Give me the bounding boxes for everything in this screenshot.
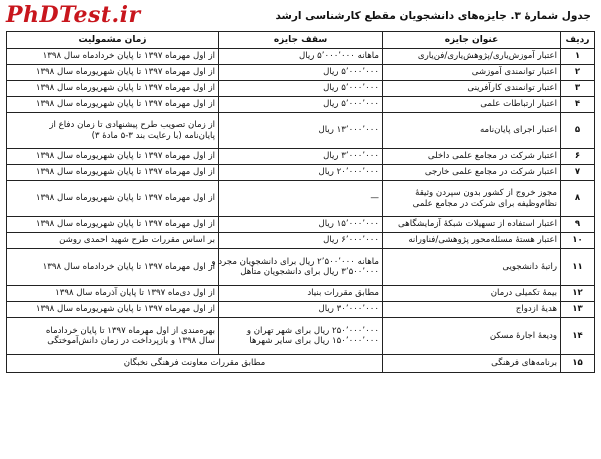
eligibility-period [7,318,219,355]
award-title [383,165,561,181]
eligibility-period-line: از اول مهرماه ۱۳۹۷ تا پایان شهریورماه سال ۱۳۹۸ [35,304,215,315]
award-title [383,65,561,81]
award-cap-line: مطابق مقررات بنیاد [307,288,379,299]
award-title [383,249,561,286]
award-title [383,81,561,97]
award-cap-line: ۳٬۵۰۰٬۰۰۰ ریال برای دانشجویان متأهل [240,267,379,277]
award-cap-line: ماهانه ۲٬۵۰۰٬۰۰۰ ریال برای دانشجویان مجرد و [211,256,379,267]
eligibility-period-line: بر اساس مقررات طرح شهید احمدی روشن [59,235,215,246]
award-cap-line: ۳۰٬۰۰۰٬۰۰۰ ریال [318,304,379,315]
table-row [7,249,595,286]
row-number: ۱۳ [561,302,595,318]
award-title-line: اعتبار توانمندی آموزشی [471,67,557,78]
column-header-award-title: عنوان جایزه [383,32,561,49]
merged-cap-period: مطابق مقررات معاونت فرهنگی نخبگان [7,355,383,373]
row-number: ۱۵ [561,355,595,373]
award-title-line: اعتبار اجرای پایان‌نامه [479,125,557,136]
award-title-line: نظام‌وظیفه برای شرکت در مجامع علمی [412,198,557,209]
eligibility-period-line: از اول دی‌ماه ۱۳۹۷ تا پایان آذرماه سال ۱۳۹۸ [55,288,215,299]
row-number: ۱۲ [561,286,595,302]
award-title [383,355,561,373]
row-number: ۴ [561,97,595,113]
table-caption: جدول شمارهٔ ۳. جایزه‌های دانشجویان مقطع کارشناسی ارشد [275,10,591,22]
award-title-line: اعتبار شرکت در مجامع علمی خارجی [424,167,557,178]
award-cap-line: ۶٬۰۰۰٬۰۰۰ ریال [323,235,379,246]
eligibility-period [7,81,219,97]
award-title [383,113,561,149]
award-title [383,97,561,113]
table-row [7,217,595,233]
row-number: ۸ [561,181,595,217]
row-number: ۵ [561,113,595,149]
eligibility-period-line: از اول مهرماه ۱۳۹۷ تا پایان شهریورماه سال ۱۳۹۸ [35,219,215,230]
eligibility-period [7,302,219,318]
eligibility-period [7,165,219,181]
row-number: ۱۴ [561,318,595,355]
eligibility-period [7,249,219,286]
award-title-line: اعتبار شرکت در مجامع علمی داخلی [427,151,557,162]
site-logo: PhDTest.ir [6,2,141,28]
award-cap [219,149,383,165]
award-cap [219,318,383,355]
award-cap [211,249,383,286]
award-cap [219,165,383,181]
eligibility-period [7,149,219,165]
table-row [7,97,595,113]
award-cap [219,81,383,97]
eligibility-period-line: از زمان تصویب طرح پیشنهادی تا زمان دفاع از [49,120,215,131]
eligibility-period [7,113,219,149]
award-cap-line: ۱۵۰٬۰۰۰٬۰۰۰ ریال برای سایر شهرها [249,336,379,346]
eligibility-period-line: از اول مهرماه ۱۳۹۷ تا پایان خردادماه سال ۱۳۹۸ [42,51,215,62]
award-title [383,286,561,302]
eligibility-period-line: از اول مهرماه ۱۳۹۷ تا پایان شهریورماه سال ۱۳۹۸ [35,193,215,204]
award-cap-line: ۲۰٬۰۰۰٬۰۰۰ ریال [318,167,379,178]
eligibility-period-line: از اول مهرماه ۱۳۹۷ تا پایان شهریورماه سال ۱۳۹۸ [35,167,215,178]
eligibility-period [7,181,219,217]
table-row [7,233,595,249]
award-cap [219,302,383,318]
row-number: ۷ [561,165,595,181]
award-cap-line: ۵٬۰۰۰٬۰۰۰ ریال [323,99,379,110]
award-title-line: اعتبار هستهٔ مسئله‌محور پژوهشی/فناورانه [408,235,557,246]
table-row [7,181,595,217]
award-cap [219,97,383,113]
award-title [383,302,561,318]
award-cap-line: ۱۳٬۰۰۰٬۰۰۰ ریال [318,125,379,136]
eligibility-period-line: بهره‌مندی از اول مهرماه ۱۳۹۷ تا پایان خردادماه [45,325,215,336]
row-number: ۱ [561,49,595,65]
award-cap-line: ۲۵۰٬۰۰۰٬۰۰۰ ریال برای شهر تهران و [246,325,379,336]
award-title-line: برنامه‌های فرهنگی [491,358,557,369]
award-cap-line: ۳٬۰۰۰٬۰۰۰ ریال [323,151,379,162]
award-cap [219,181,383,217]
table-row [7,302,595,318]
table-row [7,65,595,81]
award-cap [219,233,383,249]
award-title-line: اعتبار آموزش‌یاری/پژوهش‌یاری/فن‌یاری [417,51,557,62]
eligibility-period-line: از اول مهرماه ۱۳۹۷ تا پایان خردادماه سال ۱۳۹۸ [42,261,215,272]
award-title [383,217,561,233]
table-row [7,286,595,302]
award-cap-line: — [370,193,379,204]
table-row [7,81,595,97]
row-number: ۱۰ [561,233,595,249]
award-cap [219,286,383,302]
table-row [7,113,595,149]
award-title-line: هدیهٔ ازدواج [515,304,557,315]
award-title-line: راتبهٔ دانشجویی [502,261,557,272]
eligibility-period-line: از اول مهرماه ۱۳۹۷ تا پایان شهریورماه سال ۱۳۹۸ [35,99,215,110]
award-title [383,181,561,217]
eligibility-period [7,286,219,302]
award-cap [219,217,383,233]
row-number: ۲ [561,65,595,81]
award-title-line: اعتبار ارتباطات علمی [480,99,557,110]
awards-table [6,31,595,373]
column-header-row-number: ردیف [561,32,595,49]
award-title [383,318,561,355]
row-number: ۶ [561,149,595,165]
award-title [383,149,561,165]
eligibility-period-line: از اول مهرماه ۱۳۹۷ تا پایان شهریورماه سال ۱۳۹۸ [35,67,215,78]
award-title-line: بیمهٔ تکمیلی درمان [490,288,557,299]
award-cap-line: ماهانه ۵٬۰۰۰٬۰۰۰ ریال [298,51,379,62]
table-row [7,318,595,355]
eligibility-period [7,97,219,113]
column-header-award-cap: سقف جایزه [219,32,383,49]
eligibility-period [7,233,219,249]
award-title [383,49,561,65]
eligibility-period-line: از اول مهرماه ۱۳۹۷ تا پایان شهریورماه سال ۱۳۹۸ [35,83,215,94]
eligibility-period [7,49,219,65]
table-row [7,149,595,165]
table-row [7,49,595,65]
award-cap-line: ۵٬۰۰۰٬۰۰۰ ریال [323,67,379,78]
award-title-line: مجوز خروج از کشور بدون سپردن وثیقهٔ [415,188,557,199]
award-cap [219,65,383,81]
row-number: ۹ [561,217,595,233]
award-cap [219,49,383,65]
award-cap-line: ۵٬۰۰۰٬۰۰۰ ریال [323,83,379,94]
eligibility-period-line: از اول مهرماه ۱۳۹۷ تا پایان شهریورماه سال ۱۳۹۸ [35,151,215,162]
award-title-line: ودیعهٔ اجارهٔ مسکن [489,330,557,341]
award-title-line: اعتبار استفاده از تسهیلات شبکهٔ آزمایشگاهی [398,219,557,230]
eligibility-period-line: پایان‌نامه (با رعایت بند ۳-۵ مادهٔ ۳) [91,130,215,141]
table-row [7,355,595,373]
column-header-eligibility-period: زمان مشمولیت [7,32,219,49]
eligibility-period [7,65,219,81]
award-cap-line: ۱۵٬۰۰۰٬۰۰۰ ریال [318,219,379,230]
table-row [7,165,595,181]
eligibility-period-line: سال ۱۳۹۸ و بازپرداخت در زمان دانش‌آموختگی [47,336,215,346]
table-header-row [7,32,595,49]
row-number: ۳ [561,81,595,97]
row-number: ۱۱ [561,249,595,286]
eligibility-period [7,217,219,233]
award-title-line: اعتبار توانمندی کارآفرینی [467,83,557,94]
award-title [383,233,561,249]
award-cap [219,113,383,149]
